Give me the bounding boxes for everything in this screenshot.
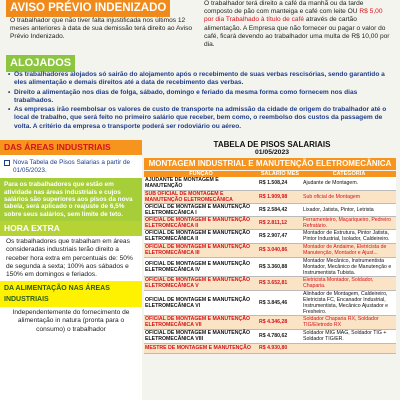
table-subtitle: MONTAGEM INDUSTRIAL E MANUTENÇÃO ELETROMECÂNICA <box>144 158 396 170</box>
function-cell: OFICIAL DE MONTAGEM E MANUTENÇÃO ELETROMECÂNICA I <box>144 203 258 216</box>
table-row <box>144 315 396 329</box>
header-funcao: FUNÇÃO <box>144 171 258 177</box>
pisos-salariais-section <box>144 140 400 400</box>
category-cell: Ferramenteiro, Maçariqueiro, Pedreiro Refratário. <box>302 216 396 229</box>
category-cell: Lixador, Jatista, Pintor, Letrista <box>302 203 396 216</box>
table-row <box>144 290 396 315</box>
category-cell: Montador de Andaime, Eletricista de Manutenção, Montador e Ajust... <box>302 243 396 257</box>
alojados-item: • Os trabalhadores alojados só sairão do alojamento após o recebimento de suas verbas rescisórias, sendo garantido a eles alimentação e demais direitos até a data de recebimento das verbas. <box>8 71 394 88</box>
table-row <box>144 216 396 229</box>
salary-cell: R$ 4.780,62 <box>258 329 302 343</box>
function-cell: OFICIAL DE MONTAGEM E MANUTENÇÃO ELETROMECÂNICA II <box>144 229 258 243</box>
cafe-text-a: O trabalhador terá direito a café da manhã ou da tarde composto de pão com manteiga e café com leite OU <box>204 0 364 16</box>
cafe-text-b: através de cartão alimentação. A Empresa que não fornecer ou pagar o valor do café, ficará devendo ao trabalhador uma multa de R$ 10,00 por dia. <box>204 16 390 49</box>
aviso-previo-text: O trabalhador que não tiver falta injustificada nos últimos 12 meses anteriores à data de sua demissão terá direito ao Aviso Prévio Indenizado. <box>10 17 193 41</box>
cafe-text-value: R$ 5,00 por dia Trabalhado à título de café <box>204 8 383 24</box>
salary-cell: R$ 3.652,81 <box>258 276 302 290</box>
salary-cell: R$ 2.584,42 <box>258 203 302 216</box>
function-cell: SUB OFICIAL DE MONTAGEM E MANUTENÇÃO ELETROMECÂNICA <box>144 190 258 203</box>
table-row <box>144 203 396 216</box>
category-cell: Soldador Chaparia RX, Soldador TIG/Eletrodo RX <box>302 315 396 329</box>
salary-cell: R$ 3.360,88 <box>258 257 302 276</box>
areas-checkbox-text: Nova Tabela de Pisos Salarias a partir de 01/05/2023. <box>13 159 131 174</box>
function-cell: OFICIAL DE MONTAGEM E MANUTENÇÃO ELETROMECÂNICA VI <box>144 290 258 315</box>
function-cell: OFICIAL DE MONTAGEM E MANUTENÇÃO ELETROMECÂNICA VIII <box>144 329 258 343</box>
table-title: TABELA DE PISOS SALARIAIS <box>213 140 331 149</box>
salary-cell: R$ 2.907,47 <box>258 229 302 243</box>
aviso-previo-title: AVISO PRÉVIO INDENIZADO <box>6 0 170 17</box>
table-body <box>144 177 396 353</box>
category-cell: Montador Mecânico, Instrumentista Montador, Mecânico de Manutenção e Instrumentista Tubista. <box>302 257 396 276</box>
hora-extra-text: Os trabalhadores que trabalham em áreas consideradas industriais terão direito a receber hora extra em percentuais de: 50% de segunda a sexta; 100% aos sábados e 150% em domingos e feriados. <box>6 238 133 279</box>
hora-extra-title: HORA EXTRA <box>0 221 142 236</box>
alojados-item: • Direito a alimentação nos dias de folga, sábado, domingo e feriado da mesma forma como fornecem nos dias trabalhados. <box>8 89 394 106</box>
salary-cell: R$ 3.040,86 <box>258 243 302 257</box>
table-row <box>144 257 396 276</box>
header-categoria: CATEGORIA <box>302 171 396 177</box>
table-row <box>144 190 396 203</box>
salary-cell: R$ 4.346,28 <box>258 315 302 329</box>
alojados-title: ALOJADOS <box>6 55 75 72</box>
alimentacao-title: DA ALIMENTAÇÃO NAS ÁREAS INDUSTRIAIS <box>0 281 142 307</box>
category-cell: Montador de Estrutura, Pintor Jatista, Pintor Industrial, Isolador, Caldeireiro. <box>302 229 396 243</box>
salary-cell: R$ 1.909,98 <box>258 190 302 203</box>
salary-cell: R$ 3.845,46 <box>258 290 302 315</box>
alojados-list <box>8 71 394 131</box>
table-row <box>144 329 396 343</box>
function-cell: OFICIAL DE MONTAGEM E MANUTENÇÃO ELETROMECÂNICA II <box>144 216 258 229</box>
category-cell: Eletricista Montador, Soldador, Chaparia. <box>302 276 396 290</box>
category-cell: Alinhador de Montagem, Caldeireiro, Eletricista FC, Encanador Industrial, Instrumentista, Mecânico Ajustador e Fresheiro. <box>302 290 396 315</box>
table-row <box>144 276 396 290</box>
alojados-item: • As empresas irão reembolsar os valores de custo de transporte na admissão da cidade de origem do trabalhador até o local de trabalho, que será feito no primeiro salário que receber, bem como, o reembolso dos custos da passagem de volta. A critério da empresa o transporte poderá ser rodoviário ou aéreo. <box>8 106 394 131</box>
areas-checkbox-row <box>4 159 138 174</box>
alimentacao-text: Independentemente do fornecimento de alimentação in natura (pronta para o consumo) o trabalhador <box>12 309 130 333</box>
function-cell: OFICIAL DE MONTAGEM E MANUTENÇÃO ELETROMECÂNICA III <box>144 243 258 257</box>
table-row <box>144 343 396 353</box>
table-row <box>144 177 396 190</box>
reajuste-box: Para os trabalhadores que estão em atividade nas áreas industriais e cujos salários são superiores aos pisos da nova tabela, será aplicado o reajuste de 6,5% sobre seus salários, sem limite de teto. <box>0 178 142 221</box>
category-cell: Sub oficial de Montagem <box>302 190 396 203</box>
salary-cell: R$ 4.930,80 <box>258 343 302 353</box>
areas-industriais-title: DAS ÁREAS INDUSTRIAIS <box>0 140 142 155</box>
function-cell: OFICIAL DE MONTAGEM E MANUTENÇÃO ELETROMECÂNICA V <box>144 276 258 290</box>
function-cell: OFICIAL DE MONTAGEM E MANUTENÇÃO ELETROMECÂNICA IV <box>144 257 258 276</box>
function-cell: AJUDANTE DE MONTAGEM E MANUTENÇÃO <box>144 177 258 190</box>
cafe-text <box>204 0 392 49</box>
table-date: 01/05/2023 <box>254 149 290 156</box>
salary-cell: R$ 2.811,12 <box>258 216 302 229</box>
header-salario: SALÁRIO MÊS <box>258 171 302 177</box>
pisos-table <box>144 171 396 354</box>
table-row <box>144 243 396 257</box>
category-cell <box>302 343 396 353</box>
checkbox-icon <box>4 160 10 166</box>
category-cell: Soldador MIG MAG, Soldador TIG + Soldador TIG/ER. <box>302 329 396 343</box>
salary-cell: R$ 1.508,24 <box>258 177 302 190</box>
table-row <box>144 229 396 243</box>
function-cell: MESTRE DE MONTAGEM E MANUTENÇÃO <box>144 343 258 353</box>
category-cell: Ajudante de Montagem. <box>302 177 396 190</box>
left-column <box>0 140 142 400</box>
function-cell: OFICIAL DE MONTAGEM E MANUTENÇÃO ELETROMECÂNICA VII <box>144 315 258 329</box>
